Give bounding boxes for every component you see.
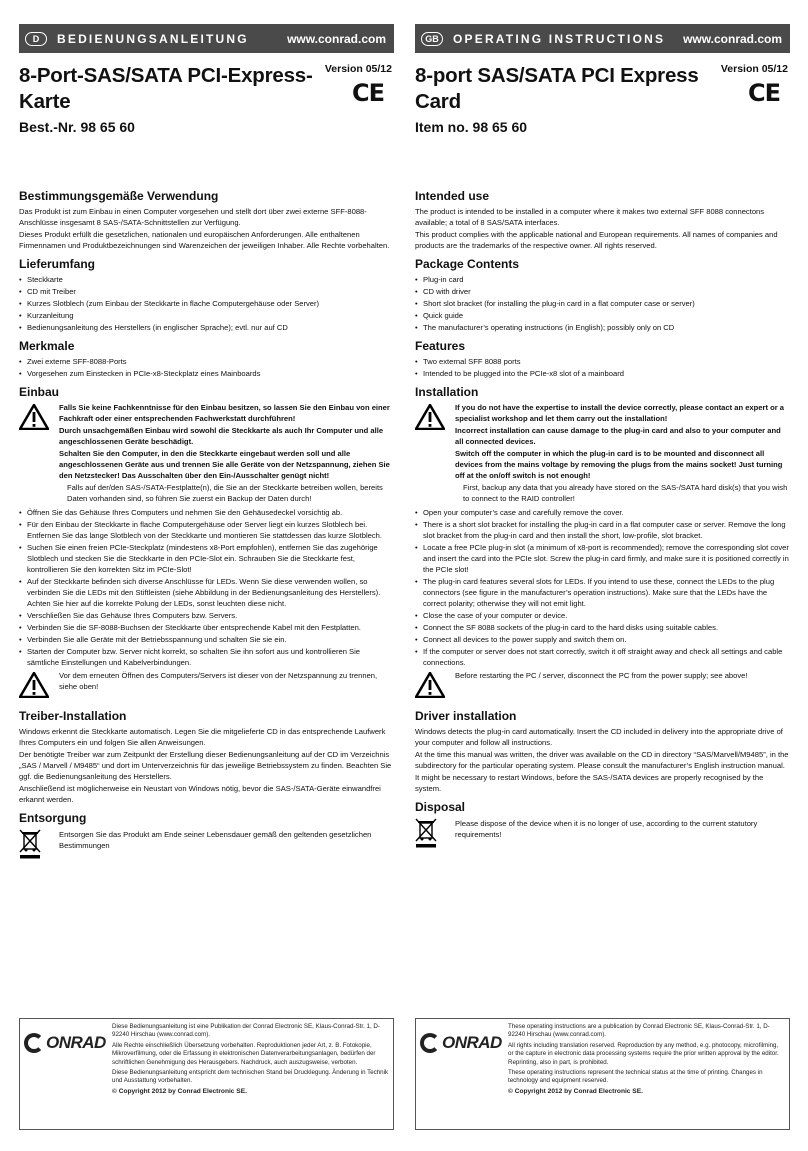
- list-item: • Connect the SF 8088 sockets of the plug-in card to the hard disks using suitable cables.: [415, 622, 790, 633]
- list-item: • Kurzes Slotblech (zum Einbau der Steckkarte in flache Computergehäuse oder Server): [19, 298, 394, 309]
- installation-steps: [19, 507, 394, 668]
- paragraph: At the time this manual was written, the driver was available on the CD in directory “SAS/Marvell/M9485”, in the subdirectory for the particular operating system. Please consult the manufacturer’s English instruction manual.: [415, 750, 789, 770]
- list-item: • Short slot bracket (for installing the plug-in card in a flat computer case or server): [415, 298, 790, 309]
- section-heading-package-contents: Lieferumfang: [19, 257, 96, 271]
- section-heading-installation: Einbau: [19, 385, 60, 399]
- list-item: • Für den Einbau der Steckkarte in flache Computergehäuse oder Server liegt ein kurzes Slotblech bei. Entfernen Sie das lange Slotblech von der Steckkarte und montieren Sie stattdessen das kurze Slotblech.: [19, 519, 394, 541]
- publisher-footer: [415, 1018, 790, 1130]
- warning-block: [19, 402, 394, 505]
- list-item: • Zwei externe SFF-8088-Ports: [19, 356, 394, 367]
- section-heading-features: Features: [415, 339, 466, 353]
- paragraph: It might be necessary to restart Windows, before the SAS-/SATA devices are properly recognised by the system.: [415, 773, 764, 793]
- list-item: • The plug-in card features several slots for LEDs. If you intend to use these, connect the LEDs to the plug connectors (see figure in the manufacturer’s operation instructions). Make sure that the LEDs have the correct polarity; otherwise they will not emit light.: [415, 576, 790, 609]
- paragraph: Windows detects the plug-in card automatically. Insert the CD included in delivery into the appropriate drive of your computer and follow all instructions.: [415, 727, 783, 747]
- paragraph: Windows erkennt die Steckkarte automatisch. Legen Sie die mitgelieferte CD in das entsprechende Laufwerk Ihres Computers ein und folgen Sie allen Anweisungen.: [19, 727, 386, 747]
- country-code-badge: GB: [421, 32, 443, 46]
- version-label: Version 05/12: [324, 63, 392, 75]
- list-item: • Suchen Sie einen freien PCIe-Steckplatz (mindestens x8-Port empfohlen), entfernen Sie das zugehörige Slotblech und stecken Sie die Steckkarte in den PCIe-Slot ein. Schrauben Sie die Steckkarte fest, kontrollieren Sie den korrekten Sitz im PCIe-Slot!: [19, 542, 394, 575]
- header-title: BEDIENUNGSANLEITUNG: [57, 31, 249, 46]
- features-list: [415, 356, 790, 379]
- disposal-block: [415, 818, 790, 853]
- german-column: [19, 24, 394, 864]
- list-item: • Connect all devices to the power supply and switch them on.: [415, 634, 790, 645]
- warning-triangle-icon: [415, 402, 455, 505]
- list-item: • Intended to be plugged into the PCIe-x8 slot of a mainboard: [415, 368, 790, 379]
- list-item: • Quick guide: [415, 310, 790, 321]
- list-item: • The manufacturer’s operating instructions (in English); possibly only on CD: [415, 322, 790, 333]
- paragraph: Anschließend ist möglicherweise ein Neustart von Windows nötig, bevor die SAS-/SATA-Geräte einwandfrei erkannt werden.: [19, 784, 381, 804]
- conrad-logo-text: ONRAD: [46, 1033, 106, 1052]
- header-bar: [19, 24, 394, 53]
- ce-mark-icon: CE: [351, 79, 384, 107]
- section-heading-driver-installation: Driver installation: [415, 709, 517, 723]
- warning-block: [415, 670, 790, 703]
- conrad-logo: [420, 1023, 508, 1127]
- list-item: • CD mit Treiber: [19, 286, 394, 297]
- section-heading-features: Merkmale: [19, 339, 75, 353]
- ce-mark-icon: CE: [747, 79, 780, 107]
- crossed-bin-icon: [19, 829, 59, 864]
- section-heading-driver-installation: Treiber-Installation: [19, 709, 127, 723]
- header-bar: [415, 24, 790, 53]
- list-item: • Kurzanleitung: [19, 310, 394, 321]
- warning-text: Incorrect installation can cause damage to the plug-in card and also to your computer and all connected devices.: [455, 426, 781, 446]
- section-heading-disposal: Entsorgung: [19, 811, 87, 825]
- list-item: • Auf der Steckkarte befinden sich diverse Anschlüsse für LEDs. Wenn Sie diese verwenden wollen, so verbinden Sie die LEDs mit den Stiftleisten (siehe Abbildung in der Bedienungsanleitung des Herstellers). Achten Sie hier auf die korrekte Polung der LEDs, sonst leuchten diese nicht.: [19, 576, 394, 609]
- crossed-bin-icon: [415, 818, 455, 853]
- section-heading-disposal: Disposal: [415, 800, 466, 814]
- item-number: Best.-Nr. 98 65 60: [19, 119, 135, 135]
- product-title: 8-Port-SAS/SATA PCI-Express-Karte: [19, 64, 313, 113]
- publisher-footer: [19, 1018, 394, 1130]
- paragraph: Dieses Produkt erfüllt die gesetzlichen, nationalen und europäischen Anforderungen. Alle enthaltenen Firmennamen und Produktbezeichnungen sind Warenzeichen der jeweiligen Inhaber. Alle Rechte vorbehalten.: [19, 230, 390, 250]
- warning-text: Schalten Sie den Computer, in den die Steckkarte eingebaut werden soll und alle angeschlossenen Geräte aus und trennen Sie alle Geräte von der Netzspannung, ziehen Sie den Netzstecker! Das Ausschalten über den Ein-/Ausschalter genügt nicht!: [59, 449, 390, 480]
- paragraph: The product is intended to be installed in a computer where it makes two external SFF 8088 connectons available; a total of 8 SAS/SATA interfaces.: [415, 207, 765, 227]
- conrad-logo-text: ONRAD: [442, 1033, 502, 1052]
- footer-text: Alle Rechte einschließlich Übersetzung vorbehalten. Reproduktionen jeder Art, z. B. Fotokopie, Mikroverfilmung, oder die Erfassung in elektronischen Datenverarbeitungsanlagen, bedürfen der schriftlichen Genehmigung des Herausgebers. Nachdruck, auch auszugsweise, verboten.: [112, 1041, 376, 1066]
- website-link[interactable]: www.conrad.com: [287, 31, 386, 46]
- warning-triangle-icon: [19, 402, 59, 505]
- warning-text: If you do not have the expertise to install the device correctly, please contact an expert or a specialist workshop and let them carry out the installation!: [455, 403, 785, 423]
- warning-text: Durch unsachgemäßen Einbau wird sowohl die Steckkarte als auch Ihr Computer und alle angeschlossenen Geräte beschädigt.: [59, 426, 384, 446]
- list-item: • Starten der Computer bzw. Server nicht korrekt, so schalten Sie ihn sofort aus und kontrollieren Sie sämtliche Einstellungen und Kabelverbindungen.: [19, 646, 394, 668]
- paragraph: Please dispose of the device when it is no longer of use, according to the current statutory requirements!: [455, 819, 758, 839]
- warning-text: Switch off the computer in which the plug-in card is to be mounted and disconnect all devices from the mains voltage by removing the plugs from the mains socket! Just turning off at the on/off switch is not enough!: [455, 449, 783, 480]
- warning-text: Before restarting the PC / server, disconnect the PC from the power supply; see above!: [455, 671, 748, 680]
- list-item: • Plug-in card: [415, 274, 790, 285]
- copyright: © Copyright 2012 by Conrad Electronic SE.: [112, 1087, 247, 1095]
- conrad-logo: [24, 1023, 112, 1127]
- list-item: • CD with driver: [415, 286, 790, 297]
- section-heading-package-contents: Package Contents: [415, 257, 520, 271]
- list-item: • Locate a free PCIe plug-in slot (a minimum of x8-port is recommended); remove the corresponding slot cover and insert the card into the PCIe slot. Screw the plug-in card firmly, and make sure it is positioned correctly in the PCIe slot!: [415, 542, 790, 575]
- list-item: • Öffnen Sie das Gehäuse Ihres Computers und nehmen Sie den Gehäusedeckel vorsichtig ab.: [19, 507, 394, 518]
- package-list: [415, 274, 790, 333]
- header-title: OPERATING INSTRUCTIONS: [453, 31, 666, 46]
- english-column: [415, 24, 790, 853]
- list-item: • Verbinden Sie die SF-8088-Buchsen der Steckkarte über entsprechende Kabel mit den Festplatten.: [19, 622, 394, 633]
- list-item: • Verbinden Sie alle Geräte mit der Betriebsspannung und schalten Sie sie ein.: [19, 634, 394, 645]
- features-list: [19, 356, 394, 379]
- conrad-logo-c-icon: [420, 1033, 440, 1053]
- copyright: © Copyright 2012 by Conrad Electronic SE.: [508, 1087, 643, 1095]
- warning-triangle-icon: [415, 670, 455, 703]
- version-label: Version 05/12: [720, 63, 788, 75]
- list-item: • Vorgesehen zum Einstecken in PCIe-x8-Steckplatz eines Mainboards: [19, 368, 394, 379]
- list-item: • Bedienungsanleitung des Herstellers (in englischer Sprache); evtl. nur auf CD: [19, 322, 394, 333]
- footer-text: Diese Bedienungsanleitung ist eine Publikation der Conrad Electronic SE, Klaus-Conrad-Str. 1, D-92240 Hirschau (www.conrad.com).: [112, 1023, 380, 1039]
- footer-text: All rights including translation reserved. Reproduction by any method, e.g. photocopy, microfilming, or the capture in electronic data processing systems require the prior written approval by the editor. Reprinting, also in part, is prohibited.: [508, 1041, 779, 1066]
- website-link[interactable]: www.conrad.com: [683, 31, 782, 46]
- list-item: • Two external SFF 8088 ports: [415, 356, 790, 367]
- list-item: • Verschließen Sie das Gehäuse Ihres Computers bzw. Servers.: [19, 610, 394, 621]
- section-heading-intended-use: Bestimmungsgemäße Verwendung: [19, 189, 219, 203]
- warning-text: Falls auf der/den SAS-/SATA-Festplatte(n), die Sie an der Steckkarte betreiben wollen, bereits Daten vorhanden sind, so führen Sie zuerst ein Backup der Daten durch!: [67, 483, 383, 503]
- warning-block: [415, 402, 790, 505]
- footer-text: These operating instructions are a publication by Conrad Electronic SE, Klaus-Conrad-Str. 1, D-92240 Hirschau (www.conrad.com).: [508, 1023, 770, 1039]
- warning-triangle-icon: [19, 670, 59, 703]
- paragraph: Das Produkt ist zum Einbau in einen Computer vorgesehen und stellt dort über zwei externe SFF-8088-Anschlüsse insgesamt 8 SAS-/SATA-Schnittstellen zur Verfügung.: [19, 207, 367, 227]
- title-block: [415, 53, 790, 149]
- footer-text: These operating instructions represent the technical status at the time of printing. Changes in technology and equipment reserved.: [508, 1069, 763, 1085]
- paragraph: Entsorgen Sie das Produkt am Ende seiner Lebensdauer gemäß den geltenden gesetzlichen Bestimmungen: [59, 830, 372, 850]
- list-item: • There is a short slot bracket for installing the plug-in card in a flat computer case or server. Remove the long slot bracket from the plug-in card and then install the short, low-profile, slot bracket.: [415, 519, 790, 541]
- warning-block: [19, 670, 394, 703]
- footer-text: Diese Bedienungsanleitung entspricht dem technischen Stand bei Drucklegung. Änderung in Technik und Ausstattung vorbehalten.: [112, 1069, 389, 1085]
- disposal-block: [19, 829, 394, 864]
- list-item: • Steckkarte: [19, 274, 394, 285]
- warning-text: Falls Sie keine Fachkenntnisse für den Einbau besitzen, so lassen Sie den Einbau von einer Fachkraft oder einer entsprechenden Fachwerkstatt durchführen!: [59, 403, 390, 423]
- list-item: • Open your computer’s case and carefully remove the cover.: [415, 507, 790, 518]
- paragraph: This product complies with the applicable national and European requirements. All names of companies and products are the trademarks of the respective owner. All rights reserved.: [415, 230, 778, 250]
- list-item: • If the computer or server does not start correctly, switch it off straight away and check all settings and cable connections.: [415, 646, 790, 668]
- conrad-logo-c-icon: [24, 1033, 44, 1053]
- warning-text: First, backup any data that you already have stored on the SAS-/SATA hard disk(s) that you wish to connect to the RAID controller!: [463, 483, 788, 503]
- list-item: • Close the case of your computer or device.: [415, 610, 790, 621]
- product-title: 8-port SAS/SATA PCI Express Card: [415, 64, 699, 113]
- paragraph: Der benötigte Treiber war zum Zeitpunkt der Erstellung dieser Bedienungsanleitung auf der CD im Verzeichnis „SAS / Marvell / M9485“ und dort im Unterverzeichnis für das jeweilige Betriebssystem zu finden. Beachten Sie ggf. die Bedienungsanleitung des Herstellers.: [19, 750, 392, 781]
- warning-text: Vor dem erneuten Öffnen des Computers/Servers ist dieser von der Netzspannung zu trennen, siehe oben!: [59, 671, 378, 691]
- title-block: [19, 53, 394, 149]
- package-list: [19, 274, 394, 333]
- section-heading-intended-use: Intended use: [415, 189, 490, 203]
- item-number: Item no. 98 65 60: [415, 119, 528, 135]
- section-heading-installation: Installation: [415, 385, 479, 399]
- country-code-badge: D: [25, 32, 47, 46]
- installation-steps: [415, 507, 790, 668]
